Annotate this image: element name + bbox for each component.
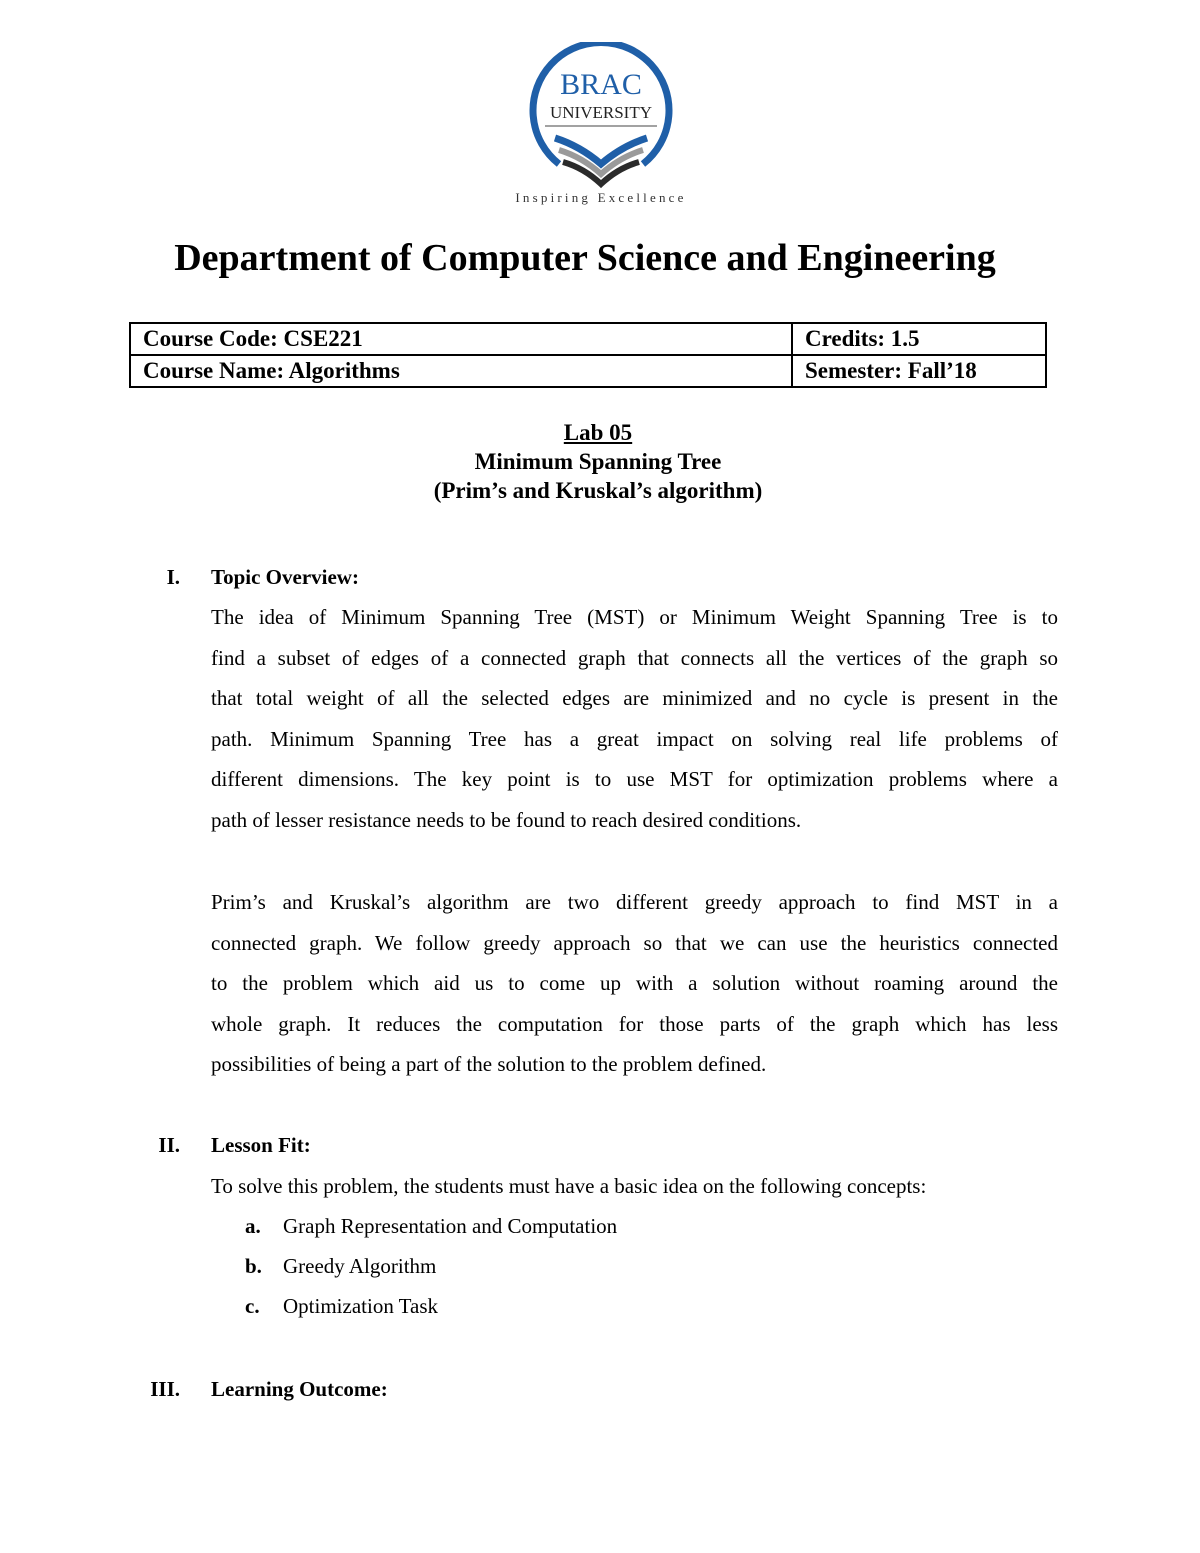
university-logo — [505, 42, 697, 212]
paragraph-line: The idea of Minimum Spanning Tree (MST) or Minimum Weight Spanning Tree is to — [211, 605, 1058, 629]
topic-overview-paragraph-1 — [211, 597, 1058, 841]
list-item — [245, 1214, 617, 1239]
course-info-table — [129, 322, 1047, 388]
semester-cell: Semester: Fall’18 — [792, 355, 1046, 387]
paragraph-line: possibilities of being a part of the solution to the problem defined. — [211, 1052, 767, 1077]
lesson-fit-intro: To solve this problem, the students must have a basic idea on the following concepts: — [211, 1174, 927, 1198]
lab-number: Lab 05 — [563, 420, 633, 445]
paragraph-line: Prim’s and Kruskal’s algorithm are two different greedy approach to find MST in a — [211, 890, 1058, 914]
paragraph-line: path of lesser resistance needs to be found to reach desired conditions. — [211, 807, 802, 832]
paragraph-line: connected graph. We follow greedy approach so that we can use the heuristics connected — [211, 930, 1058, 955]
lab-title: Minimum Spanning Tree — [474, 449, 722, 474]
section-numeral: II. — [158, 1133, 180, 1157]
section-numeral: III. — [150, 1377, 180, 1401]
paragraph-line: that total weight of all the selected edges are minimized and no cycle is present in the — [211, 686, 1058, 711]
list-item-text: Graph Representation and Computation — [283, 1214, 618, 1238]
department-title: Department of Computer Science and Engineering — [174, 237, 996, 279]
section-title-learning-outcome: Learning Outcome: — [211, 1377, 388, 1401]
section-title-lesson-fit: Lesson Fit: — [211, 1133, 311, 1157]
section-title-topic-overview: Topic Overview: — [211, 565, 359, 589]
paragraph-line: different dimensions. The key point is to use MST for optimization problems where a — [211, 767, 1058, 792]
table-row — [130, 355, 1046, 387]
course-name-cell: Course Name: Algorithms — [130, 355, 792, 387]
logo-emblem — [505, 42, 697, 212]
paragraph-line: path. Minimum Spanning Tree has a great impact on solving real life problems of — [211, 726, 1058, 751]
list-marker: c. — [245, 1294, 260, 1318]
lab-subtitle: (Prim’s and Kruskal’s algorithm) — [433, 478, 763, 503]
list-marker: a. — [245, 1214, 261, 1238]
list-item — [245, 1254, 436, 1279]
list-item-text: Greedy Algorithm — [283, 1254, 437, 1278]
logo-subname: UNIVERSITY — [550, 103, 652, 122]
paragraph-line: find a subset of edges of a connected graph that connects all the vertices of the graph so — [211, 645, 1058, 670]
paragraph-line: to the problem which aid us to come up with a solution without roaming around the — [211, 971, 1058, 996]
course-code-cell: Course Code: CSE221 — [130, 323, 792, 355]
credits-cell: Credits: 1.5 — [792, 323, 1046, 355]
paragraph-line: whole graph. It reduces the computation for those parts of the graph which has less — [211, 1011, 1058, 1036]
list-marker: b. — [245, 1254, 262, 1278]
table-row — [130, 323, 1046, 355]
topic-overview-paragraph-2 — [211, 882, 1058, 1085]
list-item — [245, 1294, 438, 1319]
list-item-text: Optimization Task — [283, 1294, 439, 1318]
logo-name: BRAC — [560, 68, 642, 101]
section-numeral: I. — [166, 565, 180, 589]
lab-heading — [0, 418, 1196, 505]
logo-tagline: Inspiring Excellence — [515, 190, 687, 205]
